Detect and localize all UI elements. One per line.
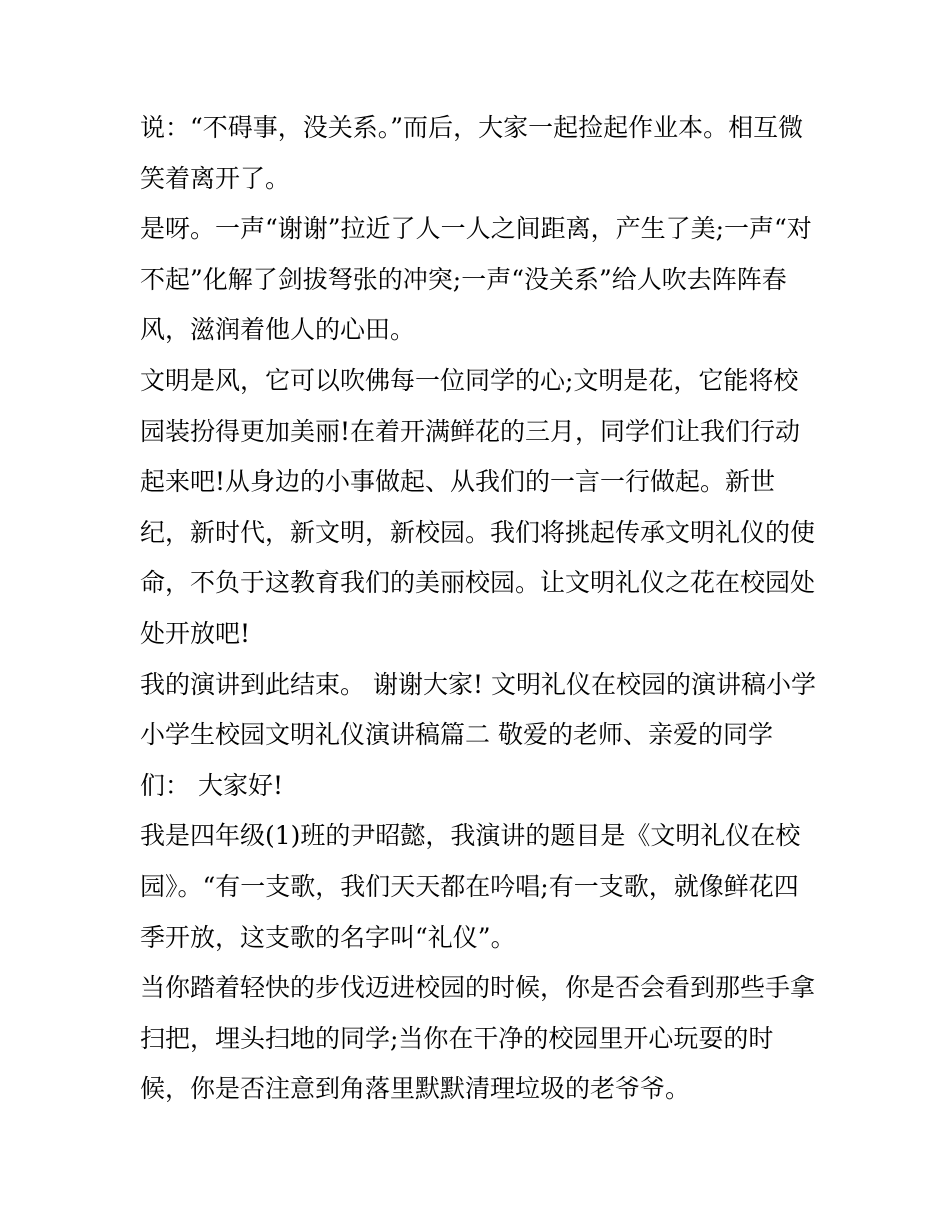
text-line: 园装扮得更加美丽!在着开满鲜花的三月，同学们让我们行动 xyxy=(140,416,801,446)
text-line: 季开放，这支歌的名字叫“礼仪”。 xyxy=(140,922,516,952)
text-line: 文明是风，它可以吹佛每一位同学的心;文明是花，它能将校 xyxy=(140,365,799,395)
text-line: 们： 大家好! xyxy=(140,770,283,800)
text-line: 命，不负于这教育我们的美丽校园。让文明礼仪之花在校园处 xyxy=(140,568,816,598)
text-line: 不起”化解了剑拔弩张的冲突;一声“没关系”给人吹去阵阵春 xyxy=(140,264,787,294)
text-line: 笑着离开了。 xyxy=(140,163,291,193)
text-line: 我是四年级(1)班的尹昭懿，我演讲的题目是《文明礼仪在校 xyxy=(140,821,801,851)
text-line: 园》。“有一支歌，我们天天都在吟唱;有一支歌，就像鲜花四 xyxy=(140,871,799,901)
text-line: 起来吧!从身边的小事做起、从我们的一言一行做起。新世 xyxy=(140,467,776,497)
text-line: 说：“不碍事，没关系。”而后，大家一起捡起作业本。相互微 xyxy=(140,113,804,142)
body-text xyxy=(140,103,820,1115)
text-line: 风，滋润着他人的心田。 xyxy=(140,315,416,345)
text-line: 小学生校园文明礼仪演讲稿篇二 敬爱的老师、亲爱的同学 xyxy=(140,720,773,750)
text-line: 扫把，埋头扫地的同学;当你在干净的校园里开心玩耍的时 xyxy=(140,1023,774,1053)
text-line: 纪，新时代，新文明，新校园。我们将挑起传承文明礼仪的使 xyxy=(140,517,816,547)
text-line: 候，你是否注意到角落里默默清理垃圾的老爷爷。 xyxy=(140,1074,691,1104)
text-line: 当你踏着轻快的步伐迈进校园的时候，你是否会看到那些手拿 xyxy=(140,973,816,1003)
text-line: 处开放吧! xyxy=(140,618,251,648)
text-line: 是呀。一声“谢谢”拉近了人一人之间距离，产生了美;一声“对 xyxy=(140,214,812,244)
text-line: 我的演讲到此结束。 谢谢大家! 文明礼仪在校园的演讲稿小学 xyxy=(140,669,816,699)
